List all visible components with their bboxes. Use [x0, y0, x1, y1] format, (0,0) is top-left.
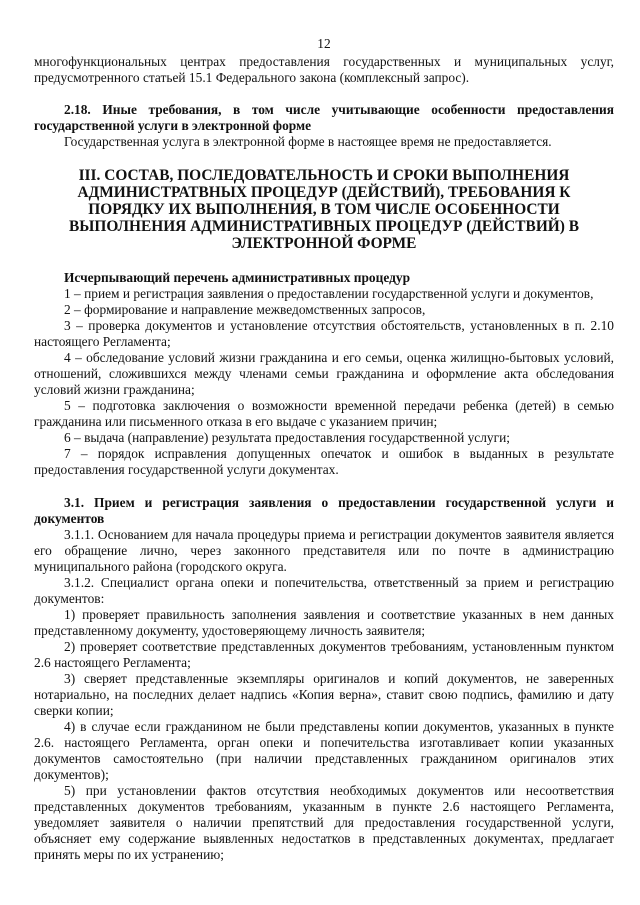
procedures-list-title: Исчерпывающий перечень административных процедур	[64, 270, 411, 285]
section-3-1-1-text: 3.1.1. Основанием для начала процедуры приема и регистрации документов заявителя является его обращение лично, через законного представителя или по почте в администрацию муниципального района (городского округа.	[34, 527, 614, 574]
page-number: 12	[317, 36, 331, 51]
procedure-item: 5 – подготовка заключения о возможности временной передачи ребенка (детей) в семью гражданина или письменного отказа в его выдаче с указанием причин;	[34, 398, 614, 429]
procedure-item: 1 – прием и регистрация заявления о предоставлении государственной услуги и документов,	[64, 286, 594, 301]
section-2-18-text: Государственная услуга в электронной форме в настоящее время не предоставляется.	[64, 134, 552, 149]
step-item: 4) в случае если гражданином не были представлены копии документов, указанных в пункте 2.6. настоящего Регламента, орган опеки и попечительства изготавливает копии указанных документов самостоятельно (при наличии представленных гражданином оригиналов этих документов);	[34, 719, 614, 782]
intro-paragraph: многофункциональных центрах предоставления государственных и муниципальных услуг, предусмотренного статьей 15.1 Федерального закона (комплексный запрос).	[34, 54, 614, 85]
step-item: 5) при установлении фактов отсутствия необходимых документов или несоответствия представленных документов требованиям, указанным в пункте 2.6 настоящего Регламента, уведомляет заявителя о наличии препятствий для предоставления государственной услуги, объясняет ему содержание выявленных недостатков в представленных документах, предлагает принять меры по их устранению;	[34, 783, 614, 862]
procedure-item: 6 – выдача (направление) результата предоставления государственной услуги;	[64, 430, 510, 445]
section-3-1-2-text: 3.1.2. Специалист органа опеки и попечительства, ответственный за прием и регистрацию документов:	[34, 575, 614, 606]
procedure-item: 2 – формирование и направление межведомственных запросов,	[64, 302, 426, 317]
procedure-item: 3 – проверка документов и установление отсутствия обстоятельств, установленных в п. 2.10 настоящего Регламента;	[34, 318, 614, 349]
step-item: 3) сверяет представленные экземпляры оригиналов и копий документов, не заверенных нотариально, на последних делает надпись «Копия верна», ставит свою подпись, фамилию и дату сверки копии;	[34, 671, 614, 718]
procedure-item: 4 – обследование условий жизни гражданина и его семьи, оценка жилищно-бытовых условий, отношений, сложившихся между членами семьи гражданина и оформление акта обследования условий жизни гражданина;	[34, 350, 614, 397]
section-2-18-heading: 2.18. Иные требования, в том числе учитывающие особенности предоставления государственной услуги в электронной форме	[34, 102, 614, 133]
step-item: 2) проверяет соответствие представленных документов требованиям, установленным пунктом 2.6 настоящего Регламента;	[34, 639, 614, 670]
procedure-item: 7 – порядок исправления допущенных опечаток и ошибок в выданных в результате предоставления государственной услуги документах.	[34, 446, 614, 477]
step-item: 1) проверяет правильность заполнения заявления и соответствие указанных в нем данных представленному документу, удостоверяющему личность заявителя;	[34, 607, 614, 638]
section-3-1-heading: 3.1. Прием и регистрация заявления о предоставлении государственной услуги и документов	[34, 495, 614, 526]
section-3-heading: III. СОСТАВ, ПОСЛЕДОВАТЕЛЬНОСТЬ И СРОКИ ВЫПОЛНЕНИЯ АДМИНИСТРАТВНЫХ ПРОЦЕДУР (ДЕЙСТВИЙ), ТРЕБОВАНИЯ К ПОРЯДКУ ИХ ВЫПОЛНЕНИЯ, В ТОМ ЧИСЛЕ ОСОБЕННОСТИ ВЫПОЛНЕНИЯ АДМИНИСТРАТИВНЫХ ПРОЦЕДУР (ДЕЙСТВИЙ) В ЭЛЕКТРОННОЙ ФОРМЕ	[68, 167, 579, 252]
